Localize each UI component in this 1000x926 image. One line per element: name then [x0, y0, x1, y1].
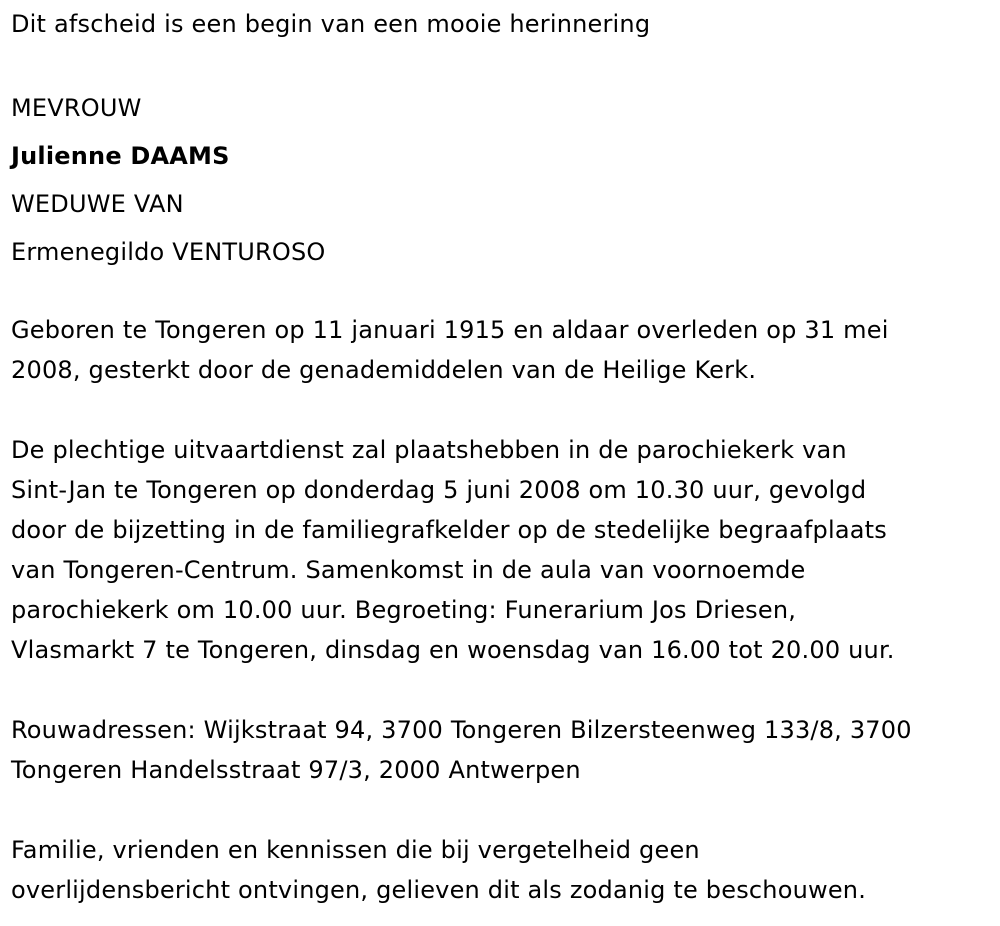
spacer	[11, 44, 991, 84]
paragraph-line: Rouwadressen: Wijkstraat 94, 3700 Tongeren Bilzersteenweg 133/8, 3700	[11, 716, 912, 744]
paragraph-line: De plechtige uitvaartdienst zal plaatshebben in de parochiekerk van	[11, 436, 847, 464]
relation-label: WEDUWE VAN	[11, 190, 184, 218]
paragraph-line: parochiekerk om 10.00 uur. Begroeting: Funerarium Jos Driesen,	[11, 596, 797, 624]
paragraph-line: overlijdensbericht ontvingen, gelieven dit als zodanig te beschouwen.	[11, 876, 867, 904]
addresses-paragraph	[11, 710, 991, 790]
spacer	[11, 670, 991, 710]
spacer	[11, 790, 991, 830]
paragraph-line: Sint-Jan te Tongeren op donderdag 5 juni 2008 om 10.30 uur, gevolgd	[11, 476, 867, 504]
paragraph-line: Vlasmarkt 7 te Tongeren, dinsdag en woensdag van 16.00 tot 20.00 uur.	[11, 636, 895, 664]
paragraph-line: 2008, gesterkt door de genademiddelen van de Heilige Kerk.	[11, 356, 757, 384]
paragraph-line: Tongeren Handelsstraat 97/3, 2000 Antwerpen	[11, 756, 581, 784]
motto: Dit afscheid is een begin van een mooie herinnering	[11, 10, 651, 38]
spacer	[11, 272, 991, 312]
spouse-name: Ermenegildo VENTUROSO	[11, 238, 326, 266]
deceased-name: Julienne DAAMS	[11, 142, 230, 170]
paragraph-line: Familie, vrienden en kennissen die bij vergetelheid geen	[11, 836, 700, 864]
closing-paragraph	[11, 830, 991, 910]
death-notice	[11, 0, 991, 910]
birth-death-paragraph	[11, 310, 991, 390]
paragraph-line: van Tongeren-Centrum. Samenkomst in de aula van voornoemde	[11, 556, 806, 584]
paragraph-line: door de bijzetting in de familiegrafkelder op de stedelijke begraafplaats	[11, 516, 887, 544]
spacer	[11, 390, 991, 430]
paragraph-line: Geboren te Tongeren op 11 januari 1915 en aldaar overleden op 31 mei	[11, 316, 889, 344]
service-paragraph	[11, 430, 991, 670]
title-mevrouw: MEVROUW	[11, 94, 142, 122]
